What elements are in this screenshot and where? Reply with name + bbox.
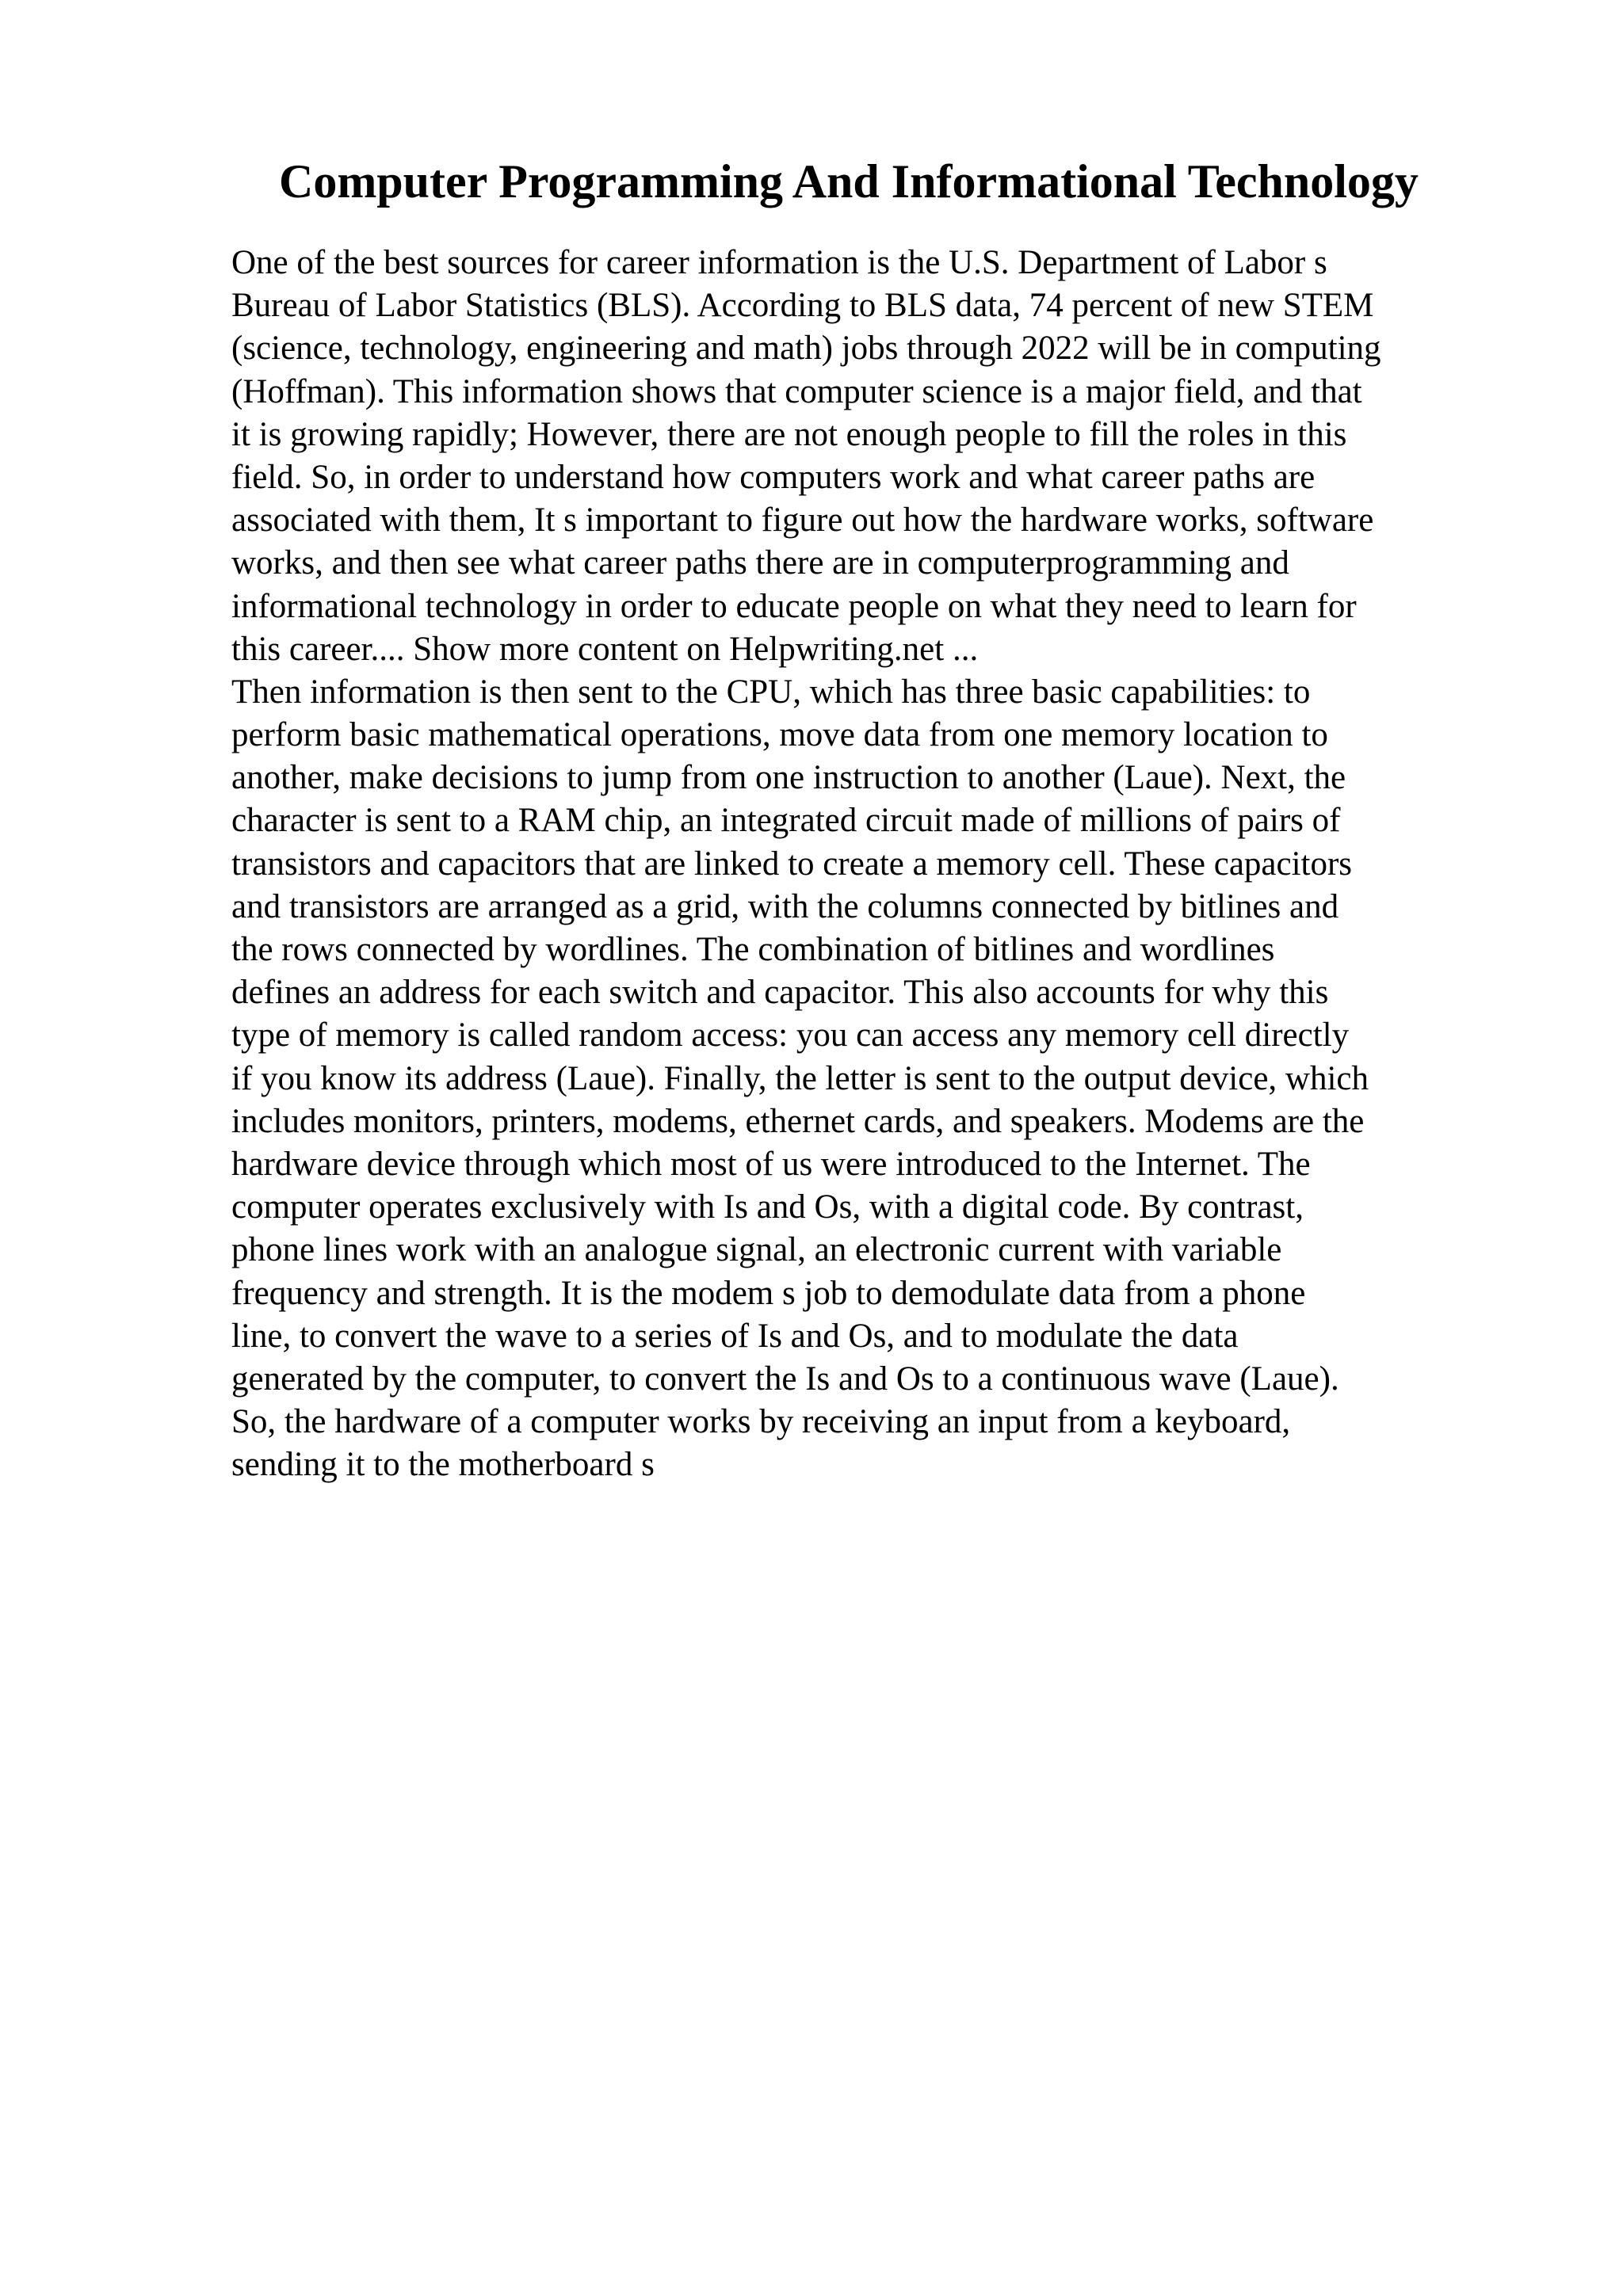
text-line: generated by the computer, to convert the Is and Os to a continuous wave (Laue). (231, 1360, 1339, 1398)
paragraph-hardware (231, 671, 1499, 1487)
text-line: transistors and capacitors that are linked to create a memory cell. These capacitors (231, 845, 1353, 883)
text-line: Then information is then sent to the CPU, which has three basic capabilities: to (231, 673, 1311, 711)
text-line: sending it to the motherboard s (231, 1446, 655, 1484)
text-line: character is sent to a RAM chip, an integrated circuit made of millions of pairs of (231, 802, 1341, 840)
text-line: defines an address for each switch and capacitor. This also accounts for why this (231, 974, 1329, 1012)
text-line: phone lines work with an analogue signal, an electronic current with variable (231, 1231, 1282, 1269)
document-body (231, 242, 1499, 1486)
text-line: So, the hardware of a computer works by receiving an input from a keyboard, (231, 1403, 1291, 1441)
text-line: computer operates exclusively with Is and Os, with a digital code. By contrast, (231, 1188, 1304, 1226)
text-line: if you know its address (Laue). Finally, the letter is sent to the output device, which (231, 1059, 1369, 1097)
text-line: field. So, in order to understand how computers work and what career paths are (231, 458, 1316, 496)
text-line: associated with them, It s important to figure out how the hardware works, software (231, 502, 1374, 540)
text-line: this career.... Show more content on Helpwriting.net ... (231, 630, 979, 668)
text-line: it is growing rapidly; However, there are not enough people to fill the roles in this (231, 415, 1347, 453)
text-line: Bureau of Labor Statistics (BLS). According to BLS data, 74 percent of new STEM (231, 287, 1374, 325)
text-line: frequency and strength. It is the modem s job to demodulate data from a phone (231, 1274, 1306, 1312)
text-line: (science, technology, engineering and math) jobs through 2022 will be in computing (231, 330, 1381, 368)
text-line: line, to convert the wave to a series of Is and Os, and to modulate the data (231, 1317, 1239, 1355)
text-line: and transistors are arranged as a grid, with the columns connected by bitlines and (231, 887, 1339, 925)
text-line: One of the best sources for career information is the U.S. Department of Labor s (231, 244, 1327, 281)
text-line: works, and then see what career paths there are in computerprogramming and (231, 544, 1289, 582)
text-line: the rows connected by wordlines. The combination of bitlines and wordlines (231, 931, 1275, 968)
text-line: (Hoffman). This information shows that computer science is a major field, and that (231, 372, 1362, 410)
text-line: includes monitors, printers, modems, ethernet cards, and speakers. Modems are the (231, 1102, 1365, 1140)
text-line: perform basic mathematical operations, move data from one memory location to (231, 716, 1328, 754)
page-title: Computer Programming And Informational Technology (279, 155, 1419, 208)
text-line: informational technology in order to educate people on what they need to learn for (231, 587, 1357, 625)
text-line: type of memory is called random access: you can access any memory cell directly (231, 1016, 1350, 1055)
text-line: hardware device through which most of us were introduced to the Internet. The (231, 1145, 1311, 1183)
paragraph-intro (231, 242, 1499, 671)
text-line: another, make decisions to jump from one instruction to another (Laue). Next, the (231, 759, 1346, 797)
